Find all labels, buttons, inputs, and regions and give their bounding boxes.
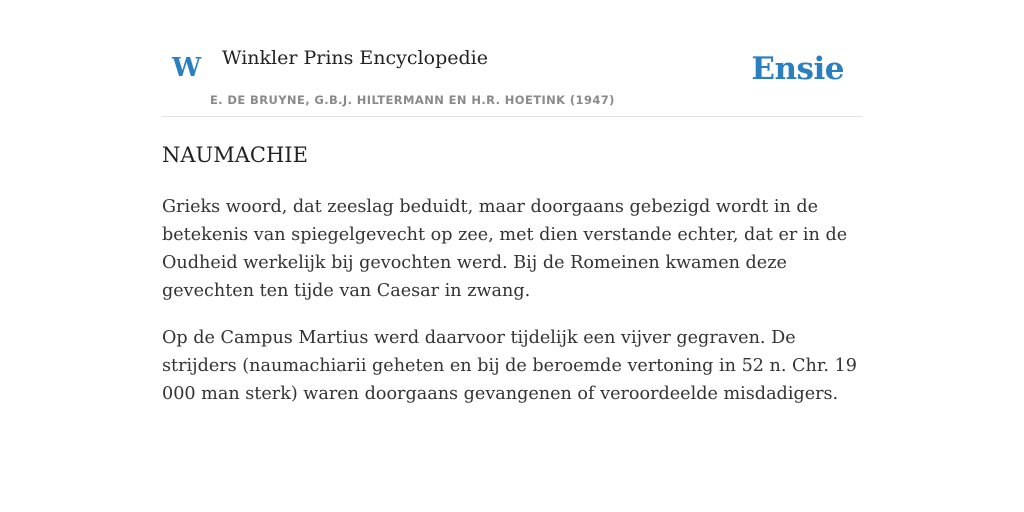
article	[162, 140, 862, 408]
encyclopedia-header	[162, 40, 862, 117]
encyclopedia-title[interactable]: Winkler Prins Encyclopedie	[222, 47, 488, 69]
article-paragraph: Op de Campus Martius werd daarvoor tijdelijk een vijver gegraven. De strijders (naumachiarii geheten en bij de beroemde vertoning in 52 n. Chr. 19 000 man sterk) waren doorgaans gevangenen of veroordeelde misdadigers.	[162, 328, 857, 404]
encyclopedia-logo[interactable]: W	[172, 53, 202, 83]
encyclopedia-authors: E. DE BRUYNE, G.B.J. HILTERMANN EN H.R. HOETINK (1947)	[210, 93, 615, 107]
article-paragraph: Grieks woord, dat zeeslag beduidt, maar doorgaans gebezigd wordt in de betekenis van spiegelgevecht op zee, met dien verstande echter, dat er in de Oudheid werkelijk bij gevochten werd. Bij de Romeinen kwamen deze gevechten ten tijde van Caesar in zwang.	[162, 197, 848, 301]
ensie-logo-link[interactable]: Ensie	[751, 51, 844, 87]
article-title: NAUMACHIE	[162, 143, 308, 167]
